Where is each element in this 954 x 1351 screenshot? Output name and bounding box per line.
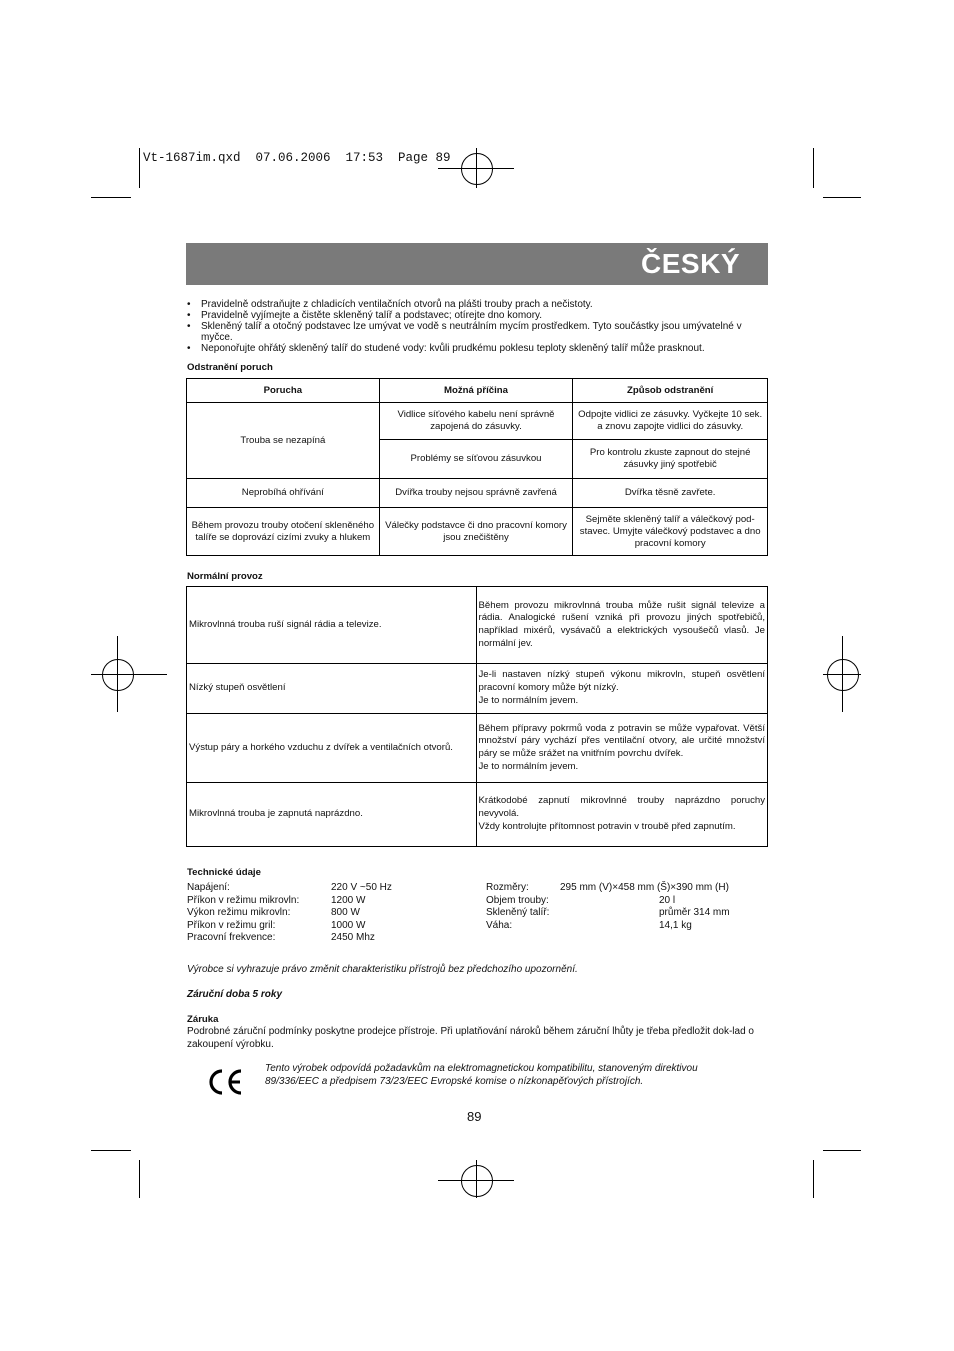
table-row bbox=[187, 783, 768, 847]
explanation-text: Během přípravy pokrmů voda z potravin se může vypařovat. Větší množství páry vychází přes ventilační otvory, ale určité množství páry se může srážet na vnitřním povrchu dvířek. bbox=[478, 722, 765, 759]
print-header: Vt-1687im.qxd 07.06.2006 17:53 Page 89 bbox=[143, 151, 451, 165]
troubleshooting-heading: Odstranění poruch bbox=[187, 362, 273, 373]
list-item: • Skleněný talíř a otočný podstavec lze umývat ve vodě s neutrálním mycím prostředkem. Tyto součástky jsou umývatelné v myčce. bbox=[186, 321, 771, 343]
symptom-cell: Mikrovlnná trouba je zapnutá naprázdno. bbox=[187, 783, 477, 847]
spec-row bbox=[187, 920, 447, 933]
specs-right-list bbox=[486, 882, 771, 932]
spec-value: 800 W bbox=[331, 907, 360, 918]
warranty-period: Záruční doba 5 roky bbox=[187, 989, 283, 1000]
spec-label: Příkon v režimu gril: bbox=[187, 919, 276, 931]
table-row bbox=[187, 403, 768, 440]
spec-value: 295 mm (V)×458 mm (Š)×390 mm (H) bbox=[560, 882, 729, 893]
explanation-cell bbox=[476, 664, 768, 714]
cause-cell: Válečky podstavce či dno pracovní komory jsou znečištěny bbox=[379, 508, 573, 556]
spec-row bbox=[187, 907, 447, 920]
normal-operation-heading: Normální provoz bbox=[187, 571, 263, 582]
table-row bbox=[187, 664, 768, 714]
spec-value: 2450 Mhz bbox=[331, 932, 375, 943]
explanation-note: Je to normálním jevem. bbox=[478, 694, 579, 706]
ce-declaration-line2: 89/336/EEC a předpisem 73/23/EEC Evropské komise o nízkonapěťových přístrojích. bbox=[265, 1076, 644, 1087]
spec-label: Pracovní frekvence: bbox=[187, 932, 276, 943]
explanation-text: Během provozu mikrovlnná trouba může rušit signál televize a rádia. Analogické rušení vzniká při provozu jiných spotřebičů, například mixérů, vysávačů a elektrických vysoušečů vlasů. Je normální jev. bbox=[478, 599, 765, 649]
spec-label: Váha: bbox=[486, 919, 513, 931]
spec-label: Objem trouby: bbox=[486, 894, 549, 906]
solution-cell: Dvířka těsně zavřete. bbox=[573, 479, 768, 508]
list-item: • Neponořujte ohřátý skleněný talíř do studené vody: kvůli prudkému poklesu teploty skleněný talíř může prasknout. bbox=[186, 343, 771, 354]
spec-value: 220 V ~50 Hz bbox=[331, 882, 392, 893]
spec-label: Napájení: bbox=[187, 882, 230, 893]
troubleshooting-table bbox=[186, 378, 768, 556]
manufacturer-note: Výrobce si vyhrazuje právo změnit charakteristiku přístrojů bez předchozího upozornění. bbox=[187, 964, 578, 975]
list-item: • Pravidelně vyjímejte a čistěte skleněný talíř a podstavec; otírejte dno komory. bbox=[186, 310, 771, 321]
spec-row bbox=[486, 882, 771, 895]
spec-value: průměr 314 mm bbox=[659, 907, 730, 918]
spec-label: Skleněný talíř: bbox=[486, 907, 550, 918]
solution-cell: Sejměte skleněný talíř a válečkový pod-stavec. Umyjte válečkový podstavec a dno pracovní komory bbox=[573, 508, 768, 556]
spec-row bbox=[187, 932, 447, 945]
spec-value: 14,1 kg bbox=[659, 919, 692, 931]
solution-cell: Pro kontrolu zkuste zapnout do stejné zásuvky jiný spotřebič bbox=[573, 440, 768, 479]
cause-cell: Dvířka trouby nejsou správně zavřená bbox=[379, 479, 573, 508]
explanation-text: Je-li nastaven nízký stupeň výkonu mikrovln, stupeň osvětlení pracovní komory může být nízký. bbox=[478, 669, 765, 694]
column-header: Způsob odstranění bbox=[573, 379, 768, 403]
explanation-note: Je to normálním jevem. bbox=[478, 760, 579, 772]
table-header-row bbox=[187, 379, 768, 403]
problem-cell: Trouba se nezapíná bbox=[187, 403, 380, 479]
column-header: Možná příčina bbox=[379, 379, 573, 403]
cause-cell: Problémy se síťovou zásuvkou bbox=[379, 440, 573, 479]
explanation-text: Krátkodobé zapnutí mikrovlnné trouby naprázdno poruchy nevyvolá. bbox=[478, 795, 765, 820]
problem-cell: Neprobíhá ohřívání bbox=[187, 479, 380, 508]
specs-heading: Technické údaje bbox=[187, 867, 261, 878]
cause-cell: Vidlice síťového kabelu není správně zapojená do zásuvky. bbox=[379, 403, 573, 440]
solution-cell: Odpojte vidlici ze zásuvky. Vyčkejte 10 sek. a znovu zapojte vidlici do zásuvky. bbox=[573, 403, 768, 440]
explanation-cell bbox=[476, 783, 768, 847]
spec-value: 1000 W bbox=[331, 919, 366, 931]
maintenance-list bbox=[186, 299, 771, 354]
table-row bbox=[187, 587, 768, 664]
language-banner bbox=[186, 243, 768, 285]
table-row bbox=[187, 508, 768, 556]
explanation-cell bbox=[476, 714, 768, 783]
spec-row bbox=[486, 895, 771, 908]
problem-cell: Během provozu trouby otočení skleněného talíře se doprovází cizími zvuky a hlukem bbox=[187, 508, 380, 556]
ce-mark-icon bbox=[206, 1067, 244, 1097]
spec-row bbox=[486, 907, 771, 920]
symptom-cell: Mikrovlnná trouba ruší signál rádia a televize. bbox=[187, 587, 477, 664]
spec-label: Výkon režimu mikrovln: bbox=[187, 907, 291, 918]
table-row bbox=[187, 714, 768, 783]
column-header: Porucha bbox=[187, 379, 380, 403]
spec-row bbox=[486, 920, 771, 933]
ce-declaration-line1: Tento výrobek odpovídá požadavkům na elektromagnetickou kompatibilitu, stanoveným direktivou bbox=[265, 1063, 698, 1074]
symptom-cell: Výstup páry a horkého vzduchu z dvířek a ventilačních otvorů. bbox=[187, 714, 477, 783]
warranty-heading: Záruka bbox=[187, 1014, 219, 1025]
table-row bbox=[187, 479, 768, 508]
spec-value: 20 l bbox=[659, 894, 676, 906]
page-number: 89 bbox=[467, 1109, 482, 1124]
specs-left-list bbox=[187, 882, 447, 945]
symptom-cell: Nízký stupeň osvětlení bbox=[187, 664, 477, 714]
explanation-note: Vždy kontrolujte přítomnost potravin v troubě před zapnutím. bbox=[478, 820, 736, 832]
spec-row bbox=[187, 882, 447, 895]
banner-title: ČESKÝ bbox=[641, 248, 740, 279]
spec-value: 1200 W bbox=[331, 894, 366, 906]
explanation-cell bbox=[476, 587, 768, 664]
spec-label: Rozměry: bbox=[486, 882, 529, 893]
spec-row bbox=[187, 895, 447, 908]
normal-operation-table bbox=[186, 586, 768, 847]
warranty-text: Podrobné záruční podmínky poskytne prodejce přístroje. Při uplatňování nároků během záruční lhůty je třeba předložit dok-lad o zakoupení výrobku. bbox=[187, 1026, 754, 1050]
list-item: • Pravidelně odstraňujte z chladicích ventilačních otvorů na plášti trouby prach a nečistoty. bbox=[186, 299, 771, 310]
spec-label: Příkon v režimu mikrovln: bbox=[187, 894, 300, 906]
